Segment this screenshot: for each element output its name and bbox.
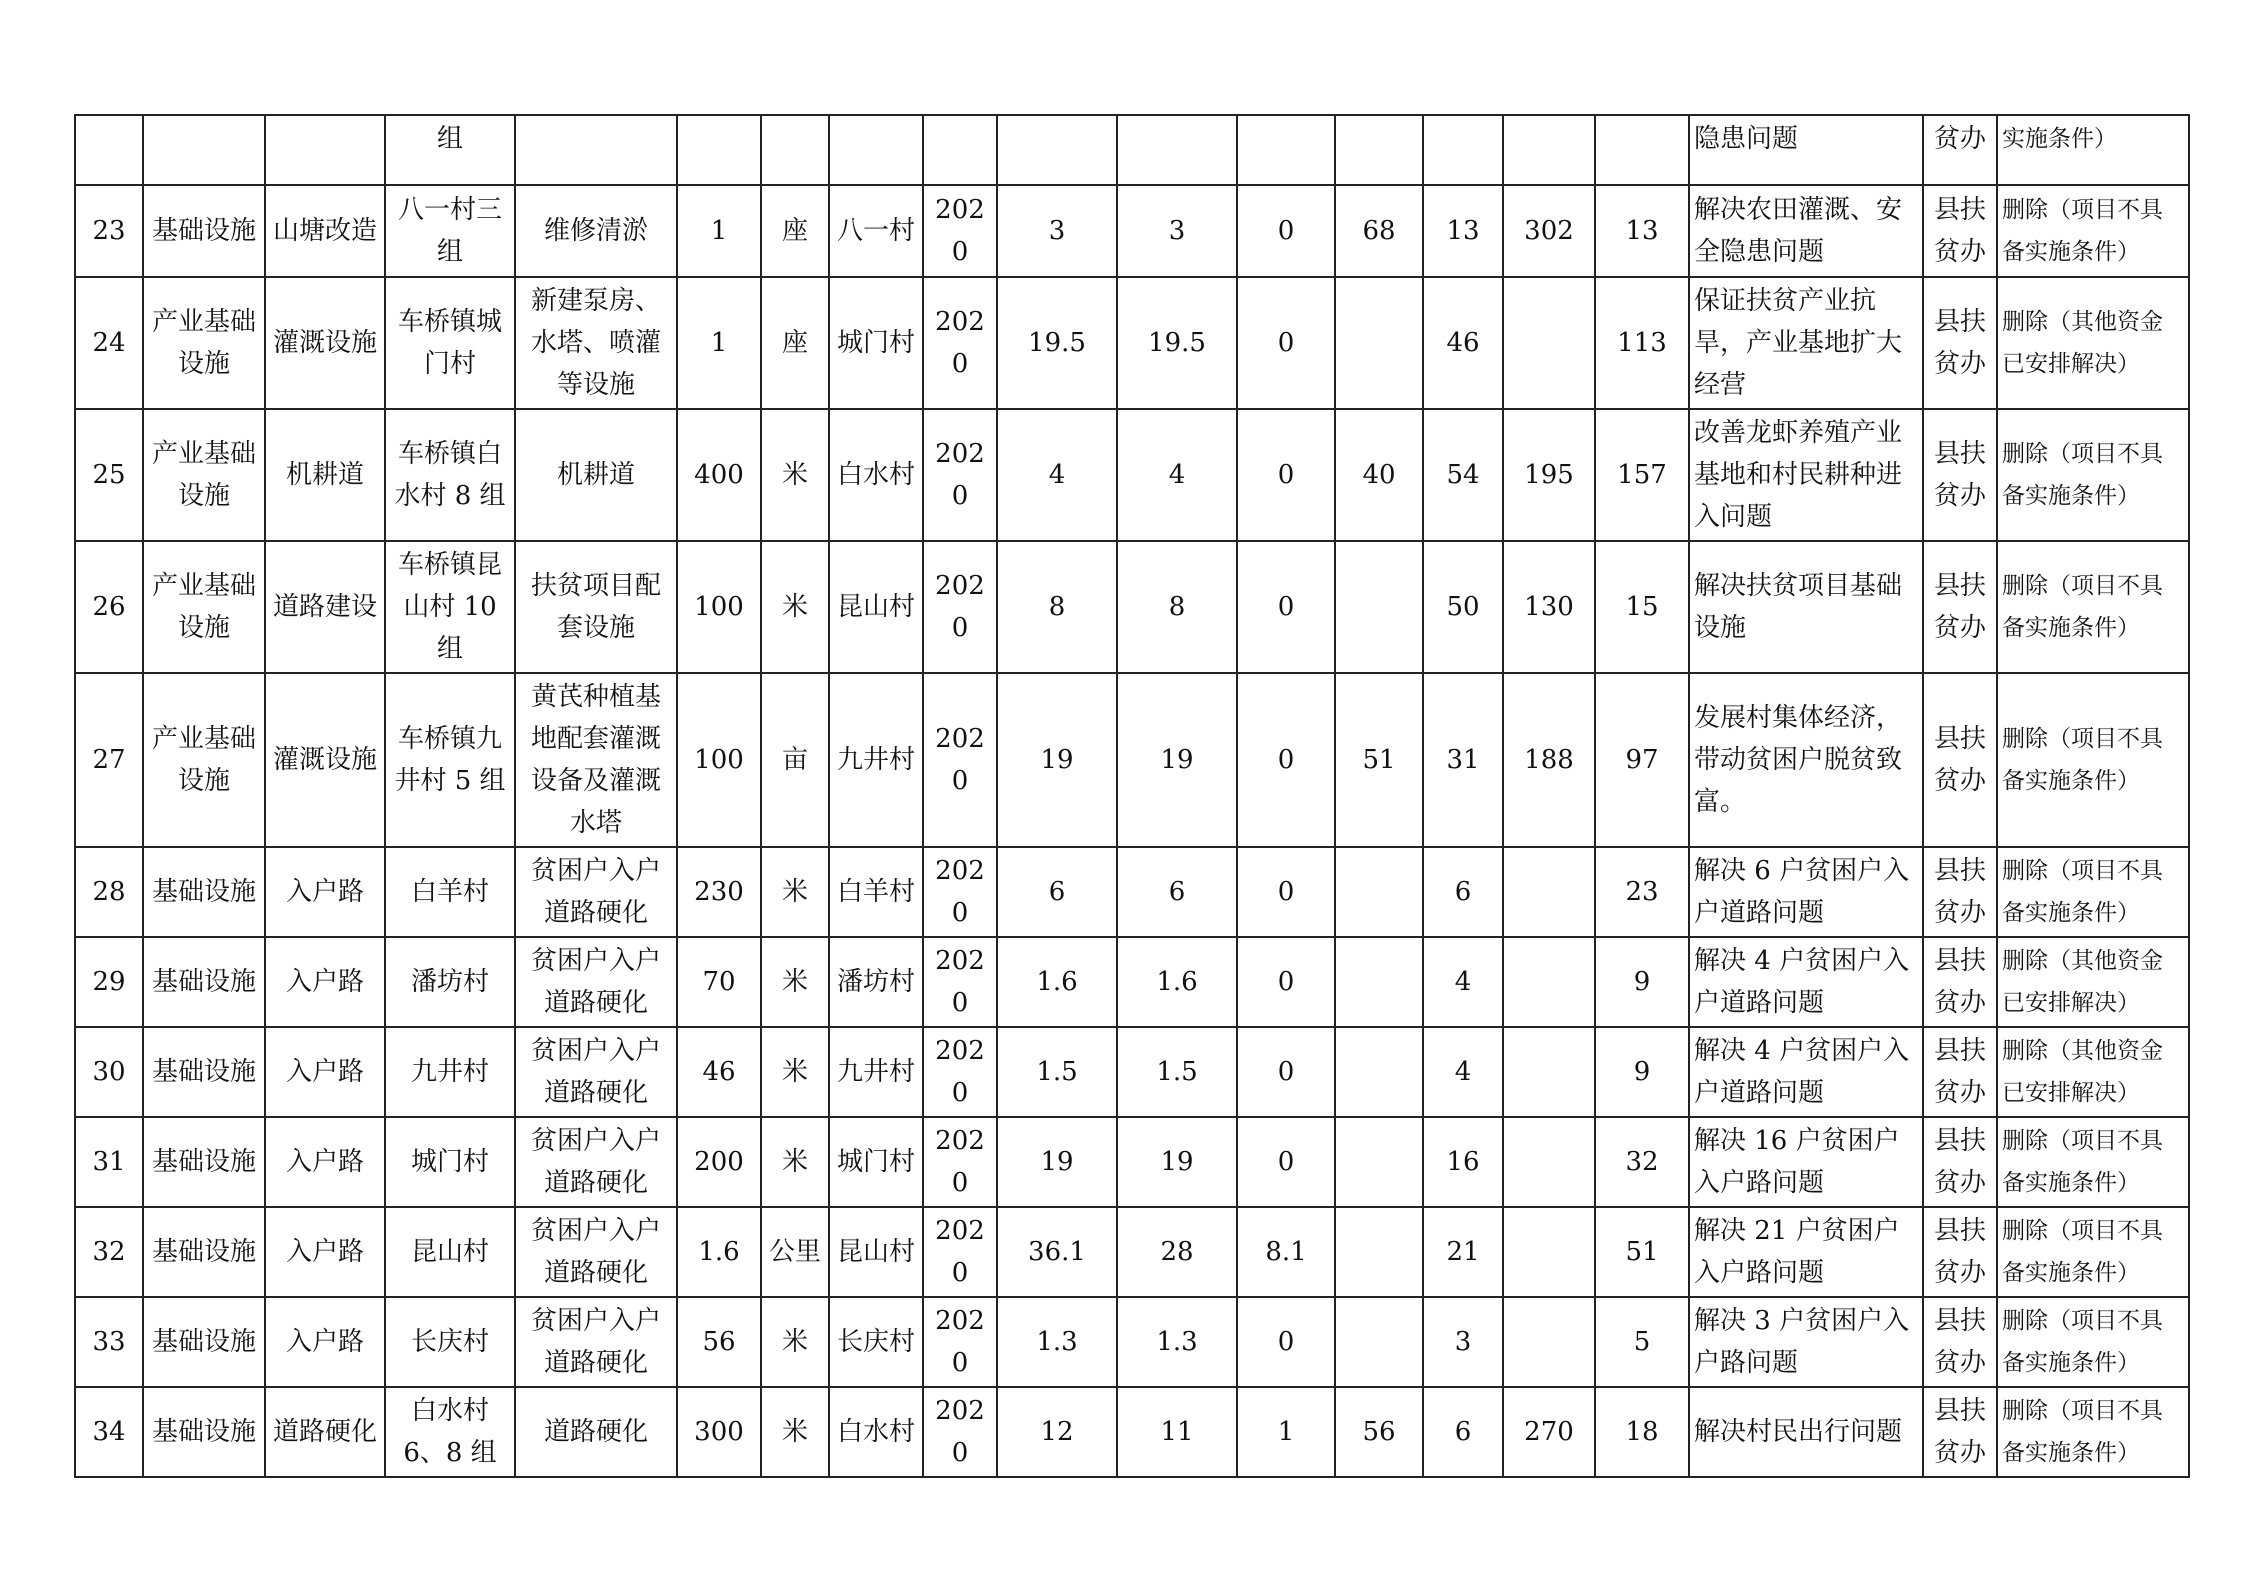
cell-benefit-households [1335,1297,1423,1387]
cell-scale: 1.6 [677,1207,761,1297]
cell-department: 县扶贫办 [1923,1297,1997,1387]
cell-content: 机耕道 [515,409,677,541]
cell-remark: 删除（项目不具备实施条件） [1997,1387,2189,1477]
table-row [75,847,2189,937]
cell-content: 维修清淤 [515,185,677,277]
cell-benefit-people: 188 [1503,673,1595,847]
cell-village: 九井村 [829,1027,923,1117]
cell-year: 2020 [923,1387,997,1477]
cell-scale: 1 [677,185,761,277]
cell-content: 道路硬化 [515,1387,677,1477]
cell-year: 2020 [923,847,997,937]
cell-category: 基础设施 [143,1297,265,1387]
cell-department: 贫办 [1923,115,1997,185]
cell-benefit-people [1503,277,1595,409]
cell-total-fund: 36.1 [997,1207,1117,1297]
cell-location: 昆山村 [385,1207,515,1297]
cell-scale: 70 [677,937,761,1027]
cell-remark: 删除（其他资金已安排解决） [1997,1027,2189,1117]
cell-remark: 实施条件） [1997,115,2189,185]
cell-location: 白水村 6、8 组 [385,1387,515,1477]
cell-location: 车桥镇白水村 8 组 [385,409,515,541]
cell-fiscal-fund: 19 [1117,673,1237,847]
cell-benefit-people [1503,937,1595,1027]
cell-benefit-households [1335,277,1423,409]
cell-benefit: 解决农田灌溉、安全隐患问题 [1689,185,1923,277]
cell-scale: 56 [677,1297,761,1387]
cell-department: 县扶贫办 [1923,1207,1997,1297]
cell-other-fund: 8.1 [1237,1207,1335,1297]
cell-content: 黄芪种植基地配套灌溉设备及灌溉水塔 [515,673,677,847]
table-row [75,1387,2189,1477]
cell-location: 组 [385,115,515,185]
cell-benefit-households: 56 [1335,1387,1423,1477]
cell-remark: 删除（项目不具备实施条件） [1997,673,2189,847]
cell-benefit: 改善龙虾养殖产业基地和村民耕种进入问题 [1689,409,1923,541]
cell-poor-households: 6 [1423,847,1503,937]
cell-poor-people: 32 [1595,1117,1689,1207]
cell-unit: 米 [761,937,829,1027]
cell-poor-households: 4 [1423,1027,1503,1117]
cell-fiscal-fund: 4 [1117,409,1237,541]
cell-benefit-people: 130 [1503,541,1595,673]
cell-benefit-households [1335,937,1423,1027]
cell-subcategory: 道路建设 [265,541,385,673]
cell-village: 长庆村 [829,1297,923,1387]
cell-content: 贫困户入户道路硬化 [515,1207,677,1297]
cell-village: 昆山村 [829,1207,923,1297]
cell-category: 产业基础设施 [143,673,265,847]
cell-unit: 米 [761,1117,829,1207]
cell-fiscal-fund: 19.5 [1117,277,1237,409]
cell-subcategory: 入户路 [265,1207,385,1297]
cell-year: 2020 [923,937,997,1027]
cell-benefit: 发展村集体经济，带动贫困户脱贫致富。 [1689,673,1923,847]
cell-village: 昆山村 [829,541,923,673]
cell-benefit-people [1503,1117,1595,1207]
cell-scale: 200 [677,1117,761,1207]
cell-index: 34 [75,1387,143,1477]
cell-index: 31 [75,1117,143,1207]
table-row [75,1207,2189,1297]
table-row [75,409,2189,541]
table-row [75,1297,2189,1387]
cell-poor-households: 4 [1423,937,1503,1027]
cell-poor-people: 5 [1595,1297,1689,1387]
cell-other-fund: 0 [1237,673,1335,847]
cell-benefit-people: 270 [1503,1387,1595,1477]
cell-subcategory: 机耕道 [265,409,385,541]
cell-poor-people: 157 [1595,409,1689,541]
cell-poor-households: 16 [1423,1117,1503,1207]
cell-category: 基础设施 [143,937,265,1027]
cell-index: 29 [75,937,143,1027]
cell-fiscal-fund: 28 [1117,1207,1237,1297]
cell-year: 2020 [923,409,997,541]
table-row [75,185,2189,277]
table-row [75,673,2189,847]
cell-department: 县扶贫办 [1923,541,1997,673]
cell-index: 33 [75,1297,143,1387]
cell-benefit: 解决 16 户贫困户入户路问题 [1689,1117,1923,1207]
cell-total-fund: 3 [997,185,1117,277]
cell-subcategory: 入户路 [265,847,385,937]
cell-unit: 公里 [761,1207,829,1297]
cell-other-fund: 0 [1237,541,1335,673]
cell-total-fund: 4 [997,409,1117,541]
cell-subcategory: 入户路 [265,937,385,1027]
cell-fiscal-fund: 1.5 [1117,1027,1237,1117]
cell-total-fund: 1.5 [997,1027,1117,1117]
cell-department: 县扶贫办 [1923,1027,1997,1117]
cell-total-fund: 8 [997,541,1117,673]
cell-year: 2020 [923,1207,997,1297]
cell-scale: 100 [677,673,761,847]
table-row [75,937,2189,1027]
cell-benefit: 解决 21 户贫困户入户路问题 [1689,1207,1923,1297]
cell-total-fund: 12 [997,1387,1117,1477]
cell-fiscal-fund: 1.6 [1117,937,1237,1027]
cell-category: 产业基础设施 [143,541,265,673]
cell-village: 白羊村 [829,847,923,937]
cell-category: 基础设施 [143,1207,265,1297]
cell-remark: 删除（其他资金已安排解决） [1997,937,2189,1027]
cell-location: 城门村 [385,1117,515,1207]
cell-poor-people: 23 [1595,847,1689,937]
cell-remark: 删除（项目不具备实施条件） [1997,1207,2189,1297]
cell-department: 县扶贫办 [1923,185,1997,277]
cell-benefit-people [1503,1297,1595,1387]
table-row [75,1027,2189,1117]
cell-poor-people: 15 [1595,541,1689,673]
cell-poor-households: 3 [1423,1297,1503,1387]
cell-poor-households: 31 [1423,673,1503,847]
cell-other-fund: 0 [1237,937,1335,1027]
cell-index: 23 [75,185,143,277]
cell-subcategory: 山塘改造 [265,185,385,277]
cell-scale: 100 [677,541,761,673]
cell-other-fund: 0 [1237,185,1335,277]
cell-other-fund: 1 [1237,1387,1335,1477]
cell-index: 27 [75,673,143,847]
cell-benefit-households: 51 [1335,673,1423,847]
cell-year: 2020 [923,1027,997,1117]
cell-other-fund: 0 [1237,1117,1335,1207]
cell-content: 贫困户入户道路硬化 [515,1117,677,1207]
cell-content: 贫困户入户道路硬化 [515,1297,677,1387]
table-row [75,277,2189,409]
cell-index: 25 [75,409,143,541]
cell-year: 2020 [923,277,997,409]
cell-other-fund: 0 [1237,847,1335,937]
cell-village: 八一村 [829,185,923,277]
cell-subcategory: 灌溉设施 [265,277,385,409]
cell-scale: 46 [677,1027,761,1117]
cell-category: 基础设施 [143,847,265,937]
cell-index: 24 [75,277,143,409]
cell-category: 产业基础设施 [143,409,265,541]
cell-unit: 米 [761,1297,829,1387]
cell-other-fund: 0 [1237,277,1335,409]
table-row-continued [75,115,2189,185]
cell-remark: 删除（其他资金已安排解决） [1997,277,2189,409]
cell-subcategory: 入户路 [265,1117,385,1207]
cell-remark: 删除（项目不具备实施条件） [1997,409,2189,541]
cell-category: 基础设施 [143,1117,265,1207]
cell-village: 城门村 [829,277,923,409]
cell-benefit-people: 302 [1503,185,1595,277]
cell-benefit-households: 68 [1335,185,1423,277]
cell-content: 贫困户入户道路硬化 [515,847,677,937]
cell-benefit-households [1335,847,1423,937]
cell-remark: 删除（项目不具备实施条件） [1997,185,2189,277]
project-table [74,114,2190,1478]
cell-location: 潘坊村 [385,937,515,1027]
cell-fiscal-fund: 8 [1117,541,1237,673]
cell-year: 2020 [923,673,997,847]
cell-fiscal-fund: 1.3 [1117,1297,1237,1387]
cell-index: 32 [75,1207,143,1297]
cell-poor-people: 9 [1595,1027,1689,1117]
cell-category: 产业基础设施 [143,277,265,409]
cell-poor-households: 46 [1423,277,1503,409]
cell-location: 长庆村 [385,1297,515,1387]
cell-unit: 座 [761,277,829,409]
cell-benefit: 解决 6 户贫困户入户道路问题 [1689,847,1923,937]
cell-benefit: 解决 3 户贫困户入户路问题 [1689,1297,1923,1387]
cell-location: 八一村三组 [385,185,515,277]
cell-department: 县扶贫办 [1923,673,1997,847]
cell-content: 贫困户入户道路硬化 [515,1027,677,1117]
cell-content: 贫困户入户道路硬化 [515,937,677,1027]
cell-unit: 米 [761,1387,829,1477]
cell-total-fund: 6 [997,847,1117,937]
cell-subcategory: 灌溉设施 [265,673,385,847]
cell-benefit-households [1335,1027,1423,1117]
cell-category: 基础设施 [143,185,265,277]
cell-fiscal-fund: 11 [1117,1387,1237,1477]
cell-year: 2020 [923,1117,997,1207]
cell-department: 县扶贫办 [1923,937,1997,1027]
cell-benefit-people [1503,847,1595,937]
cell-index: 26 [75,541,143,673]
cell-poor-households: 13 [1423,185,1503,277]
cell-unit: 米 [761,1027,829,1117]
cell-department: 县扶贫办 [1923,409,1997,541]
cell-category: 基础设施 [143,1027,265,1117]
cell-unit: 亩 [761,673,829,847]
cell-benefit-people [1503,1027,1595,1117]
cell-benefit-households [1335,541,1423,673]
cell-benefit: 解决扶贫项目基础设施 [1689,541,1923,673]
cell-total-fund: 19 [997,673,1117,847]
cell-benefit: 解决 4 户贫困户入户道路问题 [1689,937,1923,1027]
cell-year: 2020 [923,1297,997,1387]
cell-year: 2020 [923,541,997,673]
cell-benefit-households [1335,1207,1423,1297]
cell-department: 县扶贫办 [1923,1387,1997,1477]
cell-year: 2020 [923,185,997,277]
cell-subcategory: 入户路 [265,1297,385,1387]
cell-location: 车桥镇城门村 [385,277,515,409]
cell-benefit-households: 40 [1335,409,1423,541]
cell-village: 九井村 [829,673,923,847]
cell-index: 28 [75,847,143,937]
cell-fiscal-fund: 3 [1117,185,1237,277]
cell-benefit-people: 195 [1503,409,1595,541]
cell-benefit: 保证扶贫产业抗旱，产业基地扩大经营 [1689,277,1923,409]
cell-scale: 230 [677,847,761,937]
cell-unit: 米 [761,541,829,673]
cell-village: 白水村 [829,409,923,541]
cell-location: 车桥镇昆山村 10 组 [385,541,515,673]
cell-poor-households: 50 [1423,541,1503,673]
cell-village: 白水村 [829,1387,923,1477]
cell-fiscal-fund: 6 [1117,847,1237,937]
cell-index: 30 [75,1027,143,1117]
cell-remark: 删除（项目不具备实施条件） [1997,1117,2189,1207]
cell-department: 县扶贫办 [1923,277,1997,409]
cell-department: 县扶贫办 [1923,847,1997,937]
cell-remark: 删除（项目不具备实施条件） [1997,541,2189,673]
cell-unit: 米 [761,409,829,541]
cell-scale: 1 [677,277,761,409]
cell-other-fund: 0 [1237,1027,1335,1117]
cell-benefit-people [1503,1207,1595,1297]
cell-total-fund: 19.5 [997,277,1117,409]
cell-remark: 删除（项目不具备实施条件） [1997,847,2189,937]
cell-scale: 400 [677,409,761,541]
cell-content: 扶贫项目配套设施 [515,541,677,673]
cell-scale: 300 [677,1387,761,1477]
cell-poor-people: 13 [1595,185,1689,277]
cell-total-fund: 19 [997,1117,1117,1207]
cell-poor-households: 21 [1423,1207,1503,1297]
cell-village: 潘坊村 [829,937,923,1027]
cell-subcategory: 入户路 [265,1027,385,1117]
cell-village: 城门村 [829,1117,923,1207]
table-row [75,1117,2189,1207]
cell-total-fund: 1.3 [997,1297,1117,1387]
cell-other-fund: 0 [1237,409,1335,541]
cell-poor-people: 97 [1595,673,1689,847]
table-row [75,541,2189,673]
cell-location: 九井村 [385,1027,515,1117]
cell-poor-people: 113 [1595,277,1689,409]
cell-location: 车桥镇九井村 5 组 [385,673,515,847]
cell-poor-people: 18 [1595,1387,1689,1477]
cell-remark: 删除（项目不具备实施条件） [1997,1297,2189,1387]
cell-benefit-households [1335,1117,1423,1207]
cell-benefit: 隐患问题 [1689,115,1923,185]
cell-location: 白羊村 [385,847,515,937]
cell-fiscal-fund: 19 [1117,1117,1237,1207]
cell-unit: 座 [761,185,829,277]
cell-poor-people: 51 [1595,1207,1689,1297]
cell-benefit: 解决村民出行问题 [1689,1387,1923,1477]
cell-content: 新建泵房、水塔、喷灌等设施 [515,277,677,409]
cell-total-fund: 1.6 [997,937,1117,1027]
cell-poor-households: 54 [1423,409,1503,541]
cell-category: 基础设施 [143,1387,265,1477]
cell-subcategory: 道路硬化 [265,1387,385,1477]
cell-other-fund: 0 [1237,1297,1335,1387]
cell-department: 县扶贫办 [1923,1117,1997,1207]
cell-benefit: 解决 4 户贫困户入户道路问题 [1689,1027,1923,1117]
cell-unit: 米 [761,847,829,937]
cell-poor-households: 6 [1423,1387,1503,1477]
cell-poor-people: 9 [1595,937,1689,1027]
